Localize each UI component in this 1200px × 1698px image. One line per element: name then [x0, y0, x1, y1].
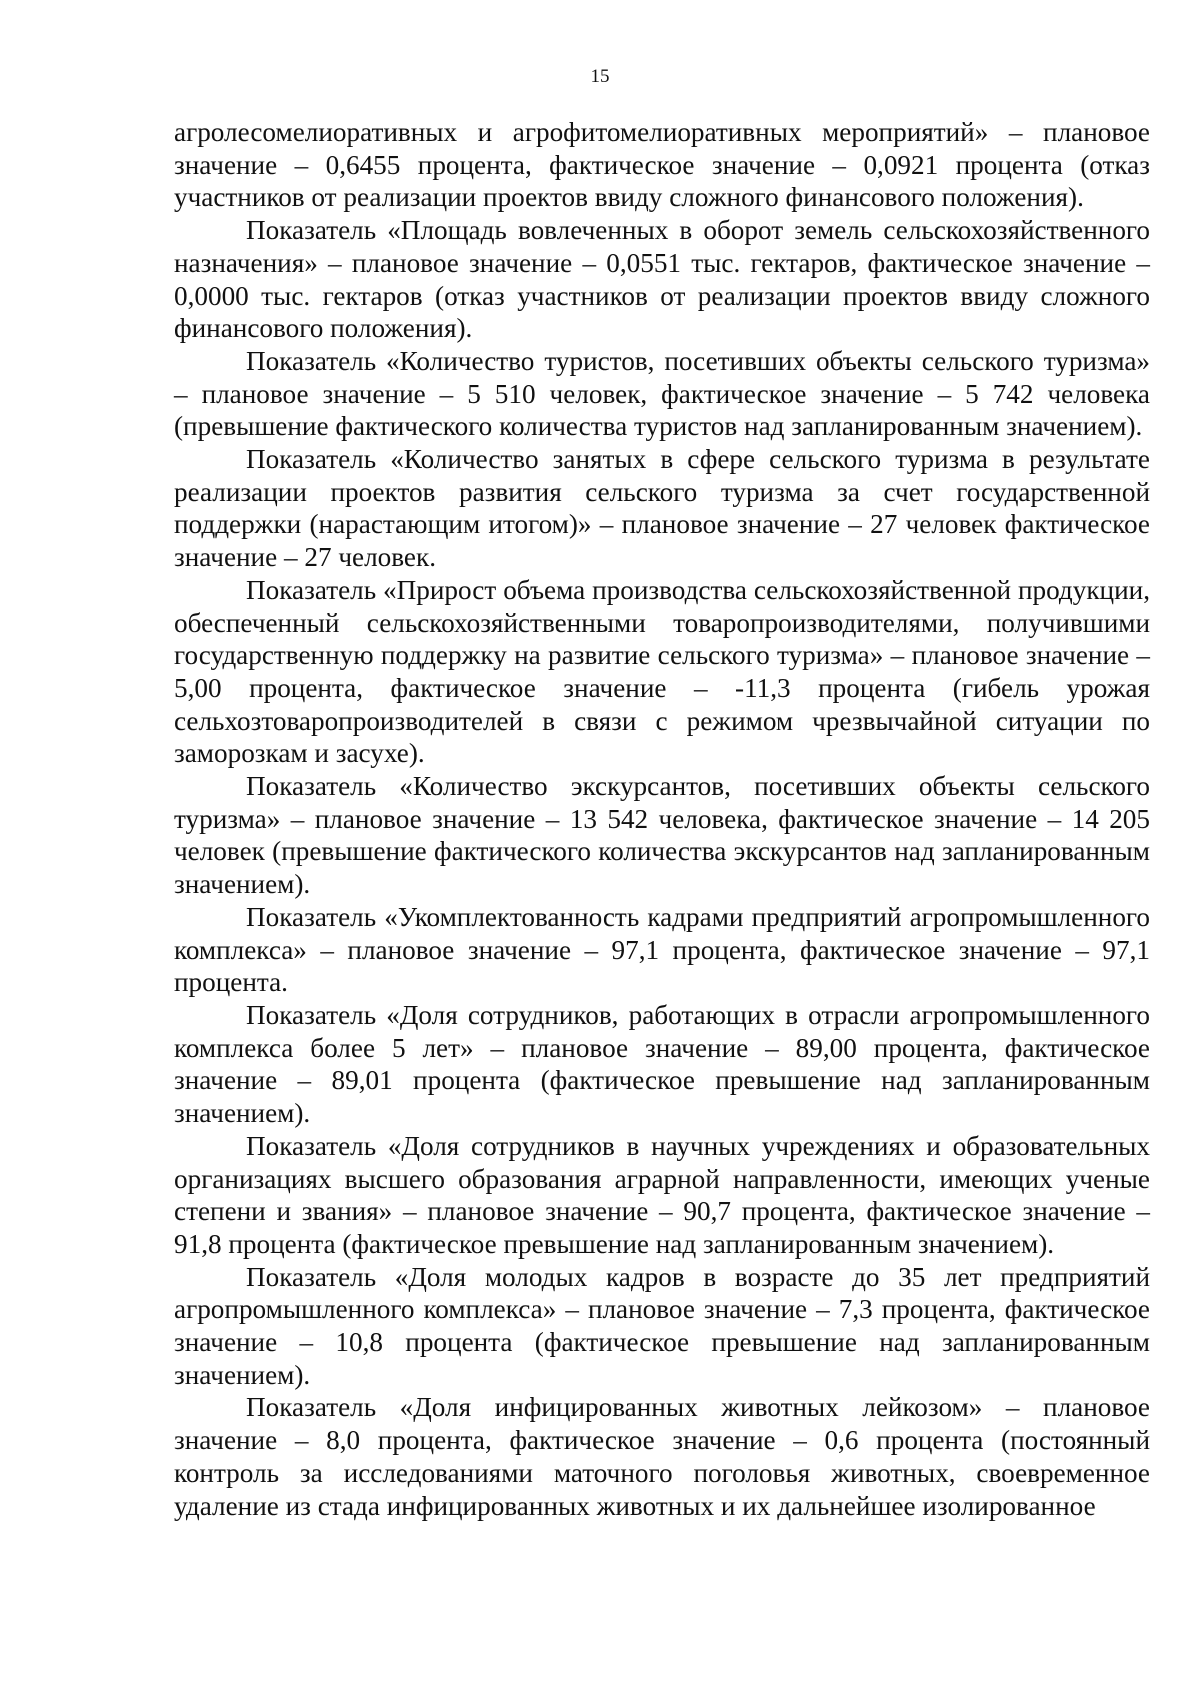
paragraph-excursionists: Показатель «Количество экскурсантов, посетивших объекты сельского туризма» – плановое значение – 13 542 человека, фактическое значение – 14 205 человек (превышение фактического количества экскурсантов над запланированным значением). [174, 771, 1150, 900]
page-number: 15 [590, 66, 610, 87]
paragraph-young-staff: Показатель «Доля молодых кадров в возрасте до 35 лет предприятий агропромышленного комплекса» – плановое значение – 7,3 процента, фактическое значение – 10,8 процента (фактическое превышение над запланированным значением). [174, 1261, 1150, 1390]
paragraph-leukosis: Показатель «Доля инфицированных животных лейкозом» – плановое значение – 8,0 процента, фактическое значение – 0,6 процента (постоянный контроль за исследованиями маточного поголовья животных, своевременное удаление из стада инфицированных животных и их дальнейшее изолированное [174, 1392, 1150, 1521]
paragraph-production-growth: Показатель «Прирост объема производства сельскохозяйственной продукции, обеспеченный сельскохозяйственными товаропроизводителями, получившими государственную поддержку на развитие сельского туризма» – плановое значение – 5,00 процента, фактическое значение – -11,3 процента (гибель урожая сельхозтоваропроизводителей в связи с режимом чрезвычайной ситуации по заморозкам и засухе). [174, 574, 1150, 769]
paragraph-staff-tenure: Показатель «Доля сотрудников, работающих в отрасли агропромышленного комплекса более 5 лет» – плановое значение – 89,00 процента, фактическое значение – 89,01 процента (фактическое превышение над запланированным значением). [174, 999, 1150, 1129]
document-body [174, 116, 1150, 1522]
paragraph-continuation: агролесомелиоративных и агрофитомелиоративных мероприятий» – плановое значение – 0,6455 процента, фактическое значение – 0,0921 процента (отказ участников от реализации проектов ввиду сложного финансового положения). [174, 117, 1150, 213]
paragraph-land-area: Показатель «Площадь вовлеченных в оборот земель сельскохозяйственного назначения» – плановое значение – 0,0551 тыс. гектаров, фактическое значение – 0,0000 тыс. гектаров (отказ участников от реализации проектов ввиду сложного финансового положения). [174, 215, 1150, 344]
paragraph-tourism-employment: Показатель «Количество занятых в сфере сельского туризма в результате реализации проектов развития сельского туризма за счет государственной поддержки (нарастающим итогом)» – плановое значение – 27 человек фактическое значение – 27 человек. [174, 444, 1150, 573]
paragraph-staffing: Показатель «Укомплектованность кадрами предприятий агропромышленного комплекса» – плановое значение – 97,1 процента, фактическое значение – 97,1 процента. [174, 901, 1150, 998]
paragraph-tourists: Показатель «Количество туристов, посетивших объекты сельского туризма» – плановое значение – 5 510 человек, фактическое значение – 5 742 человека (превышение фактического количества туристов над запланированным значением). [174, 345, 1150, 442]
paragraph-academic-degrees: Показатель «Доля сотрудников в научных учреждениях и образовательных организациях высшего образования аграрной направленности, имеющих ученые степени и звания» – плановое значение – 90,7 процента, фактическое значение – 91,8 процента (фактическое превышение над запланированным значением). [174, 1130, 1150, 1259]
